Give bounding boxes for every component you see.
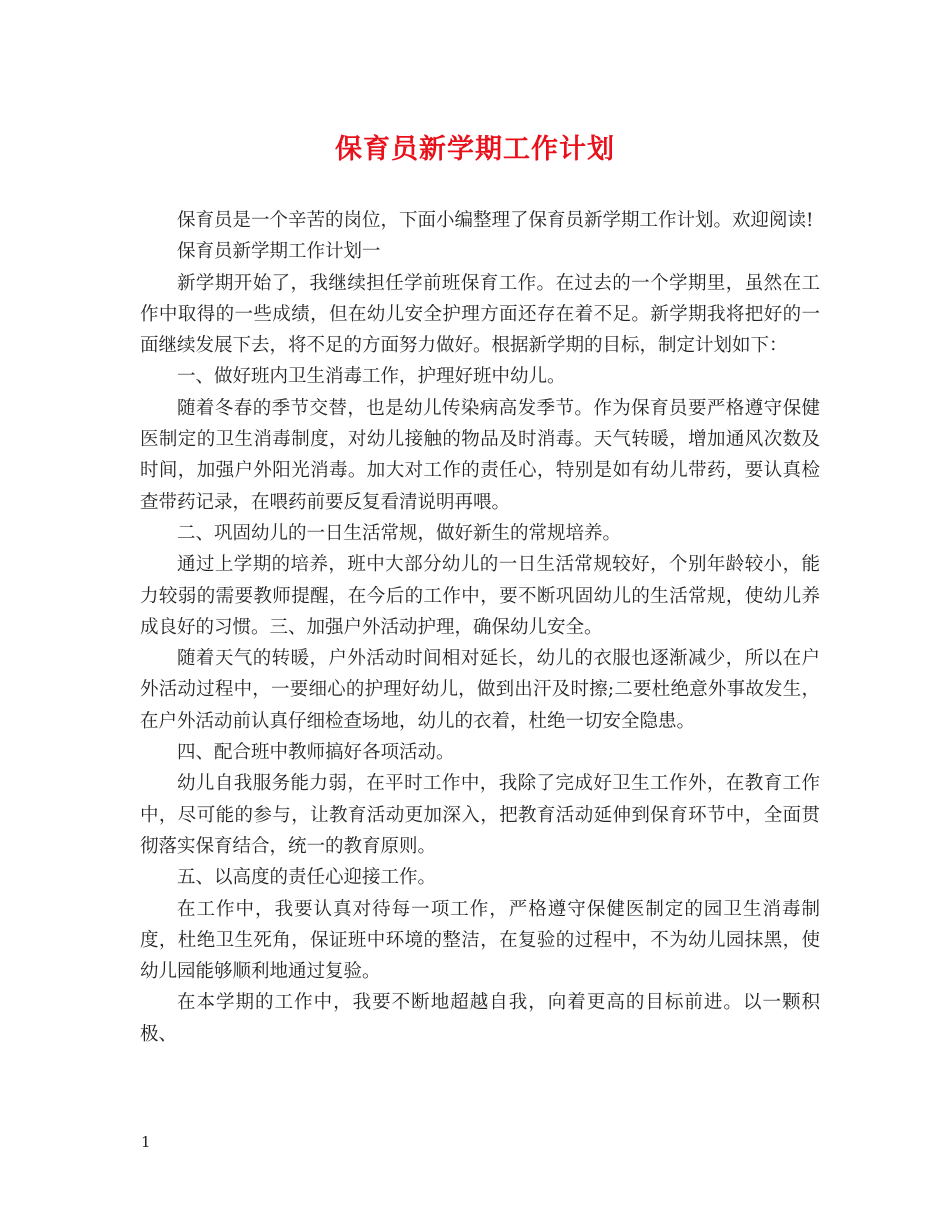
document-body [140, 205, 820, 1050]
item-heading-2: 二、巩固幼儿的一日生活常规，做好新生的常规培养。 [177, 522, 622, 544]
intro-paragraph: 保育员是一个辛苦的岗位，下面小编整理了保育员新学期工作计划。欢迎阅读! [177, 210, 814, 231]
body-paragraph: 新学期开始了，我继续担任学前班保育工作。在过去的一个学期里，虽然在工作中取得的一些成绩，但在幼儿安全护理方面还存在着不足。新学期我将把好的一面继续发展下去，将不足的方面努力做好。根据新学期的目标，制定计划如下： [140, 272, 820, 357]
body-paragraph: 通过上学期的培养，班中大部分幼儿的一日生活常规较好，个别年龄较小，能力较弱的需要教师提醒，在今后的工作中，要不断巩固幼儿的生活常规，使幼儿养成良好的习惯。三、加强户外活动护理，确保幼儿安全。 [140, 554, 820, 638]
item-heading-4: 四、配合班中教师搞好各项活动。 [177, 742, 455, 764]
document-title: 保育员新学期工作计划 [335, 134, 615, 165]
section-heading: 保育员新学期工作计划一 [177, 241, 381, 263]
item-heading-5: 五、以高度的责任心迎接工作。 [177, 867, 437, 889]
body-paragraph: 在本学期的工作中，我要不断地超越自我，向着更高的目标前进。以一颗积极、 [140, 992, 820, 1045]
body-paragraph: 幼儿自我服务能力弱，在平时工作中，我除了完成好卫生工作外，在教育工作中，尽可能的参与，让教育活动更加深入，把教育活动延伸到保育环节中，全面贯彻落实保育结合，统一的教育原则。 [140, 773, 820, 857]
item-heading-1: 一、做好班内卫生消毒工作，护理好班中幼儿。 [177, 366, 566, 388]
body-paragraph: 在工作中，我要认真对待每一项工作，严格遵守保健医制定的园卫生消毒制度，杜绝卫生死角，保证班中环境的整洁，在复验的过程中，不为幼儿园抹黑，使幼儿园能够顺利地通过复验。 [140, 898, 820, 983]
body-paragraph: 随着天气的转暖，户外活动时间相对延长，幼儿的衣服也逐渐减少，所以在户外活动过程中，一要细心的护理好幼儿，做到出汗及时擦;二要杜绝意外事故发生，在户外活动前认真仔细检查场地，幼儿的衣着，杜绝一切安全隐患。 [140, 648, 820, 732]
page-number: 1 [141, 1133, 151, 1151]
body-paragraph: 随着冬春的季节交替，也是幼儿传染病高发季节。作为保育员要严格遵守保健医制定的卫生消毒制度，对幼儿接触的物品及时消毒。天气转暖，增加通风次数及时间，加强户外阳光消毒。加大对工作的责任心，特别是如有幼儿带药，要认真检查带药记录，在喂药前要反复看清说明再喂。 [140, 397, 820, 513]
